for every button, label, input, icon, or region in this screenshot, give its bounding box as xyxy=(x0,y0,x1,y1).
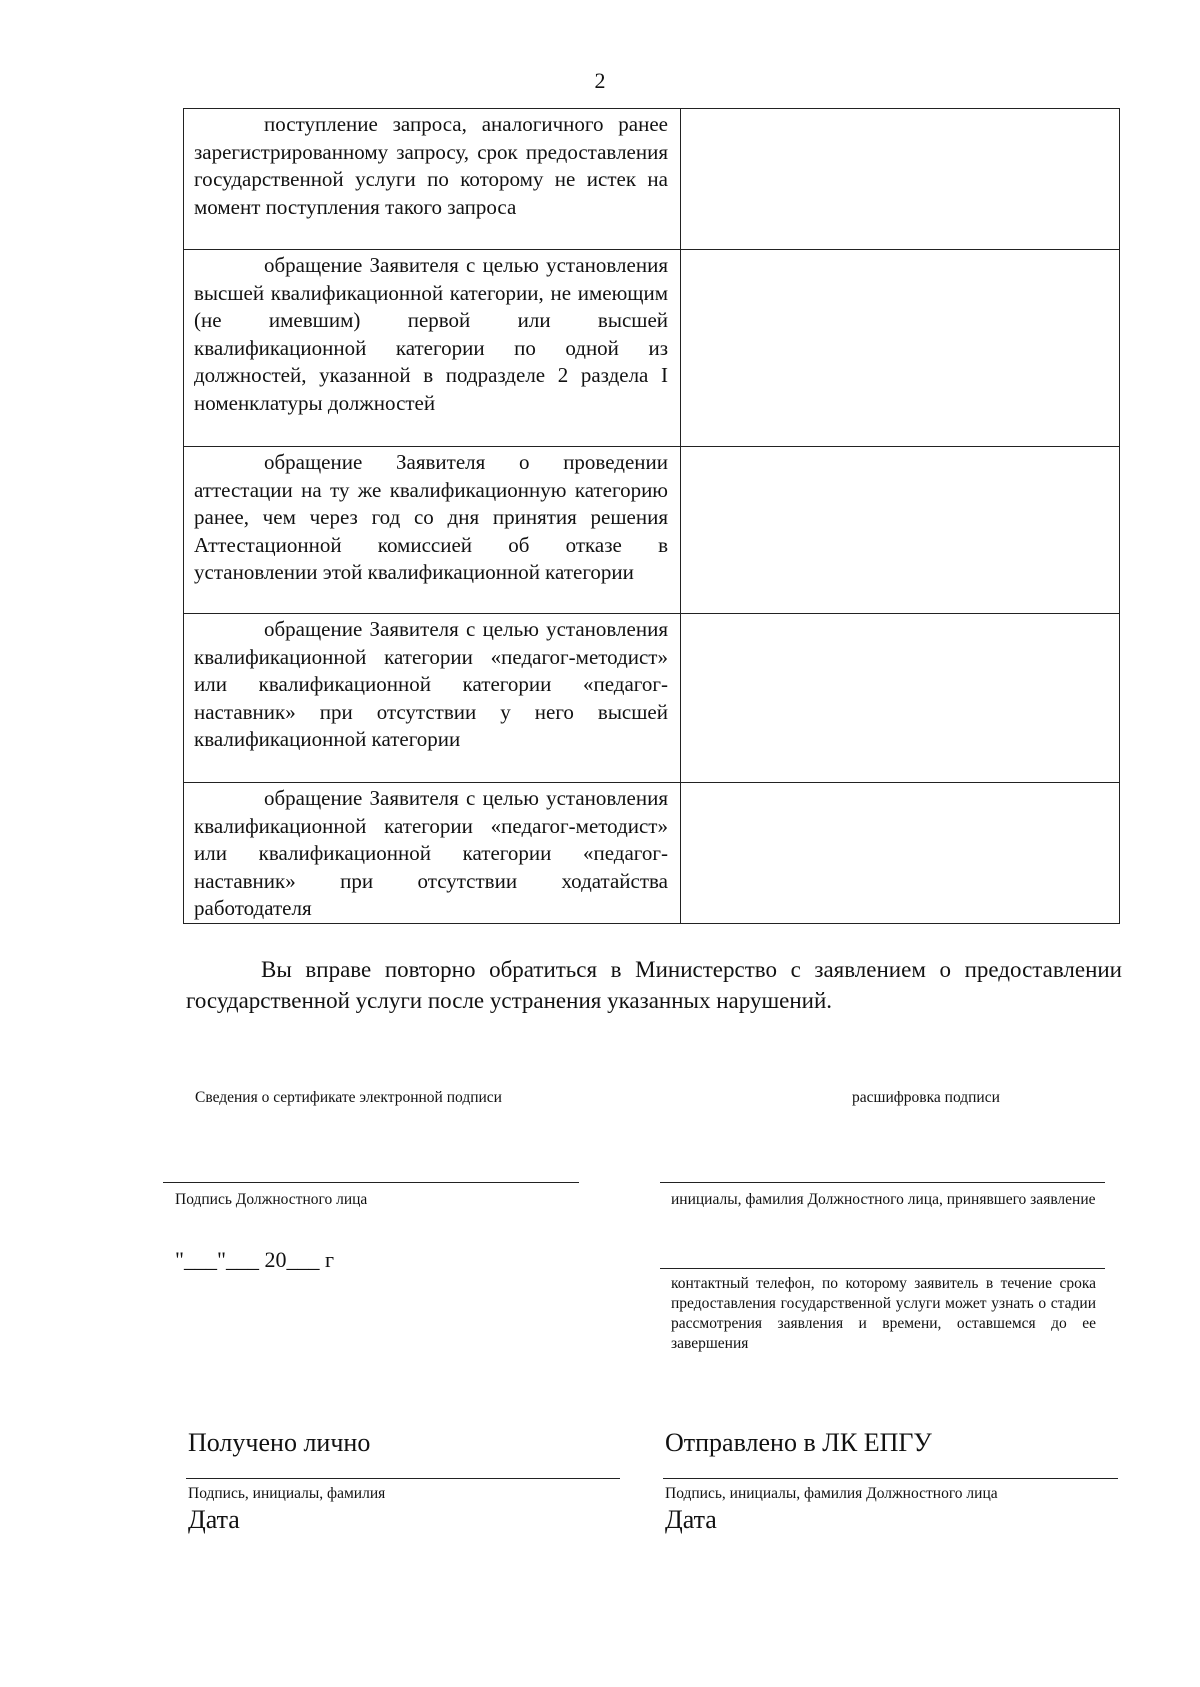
signature-decoding-label: расшифровка подписи xyxy=(852,1089,1000,1106)
table-row xyxy=(184,447,1120,614)
reason-text: обращение Заявителя с целью установления квалификационной категории «педагог-методист» или квалификационной категории «педагог-наставник» при отсутствии у него высшей квалификационной категории xyxy=(194,617,668,751)
reason-cell xyxy=(184,614,681,783)
official-name-label: инициалы, фамилия Должностного лица, принявшего заявление xyxy=(671,1191,1096,1208)
official-name-line xyxy=(660,1182,1105,1183)
reason-cell xyxy=(184,783,681,924)
reason-text: поступление запроса, аналогичного ранее зарегистрированному запросу, срок предоставления государственной услуги по которому не истек на момент поступления такого запроса xyxy=(194,112,668,219)
refusal-reasons-table xyxy=(183,108,1120,924)
date-field: "___"___ 20___ г xyxy=(175,1247,334,1272)
sent-epgu-sign-label: Подпись, инициалы, фамилия Должностного лица xyxy=(665,1485,998,1502)
empty-cell xyxy=(681,250,1120,447)
table-row xyxy=(184,109,1120,250)
resubmission-notice: Вы вправе повторно обратиться в Министерство с заявлением о предоставлении государственной услуги после устранения указанных нарушений. xyxy=(186,957,1122,1013)
reason-text: обращение Заявителя с целью установления квалификационной категории «педагог-методист» или квалификационной категории «педагог-наставник» при отсутствии ходатайства работодателя xyxy=(194,786,668,920)
contact-phone-line xyxy=(660,1268,1105,1269)
reason-cell xyxy=(184,447,681,614)
table-row xyxy=(184,783,1120,924)
sent-epgu-date: Дата xyxy=(665,1505,717,1534)
sent-epgu-title: Отправлено в ЛК ЕПГУ xyxy=(665,1428,932,1457)
empty-cell xyxy=(681,447,1120,614)
received-personally-title: Получено лично xyxy=(188,1428,371,1457)
empty-cell xyxy=(681,783,1120,924)
table-row xyxy=(184,614,1120,783)
received-personally-line xyxy=(186,1478,620,1479)
sent-epgu-line xyxy=(663,1478,1118,1479)
reason-cell xyxy=(184,250,681,447)
table-row xyxy=(184,250,1120,447)
empty-cell xyxy=(681,109,1120,250)
reason-text: обращение Заявителя о проведении аттестации на ту же квалификационную категорию ранее, чем через год со дня принятия решения Аттестационной комиссией об отказе в установлении этой квалификационной категории xyxy=(194,450,668,584)
received-personally-date: Дата xyxy=(188,1505,240,1534)
contact-phone-label: контактный телефон, по которому заявитель в течение срока предоставления государственной услуги может узнать о стадии рассмотрения заявления и времени, оставшемся до ее завершения xyxy=(671,1275,1096,1352)
reason-text: обращение Заявителя с целью установления высшей квалификационной категории, не имеющим (не имевшим) первой или высшей квалификационной категории по одной из должностей, указанной в подразделе 2 раздела I номенклатуры должностей xyxy=(194,253,668,415)
official-signature-label: Подпись Должностного лица xyxy=(175,1191,368,1208)
reason-cell xyxy=(184,109,681,250)
page-number: 2 xyxy=(594,68,606,93)
received-personally-sign-label: Подпись, инициалы, фамилия xyxy=(188,1485,386,1502)
empty-cell xyxy=(681,614,1120,783)
certificate-info-label: Сведения о сертификате электронной подписи xyxy=(195,1089,502,1106)
official-signature-line xyxy=(163,1182,579,1183)
